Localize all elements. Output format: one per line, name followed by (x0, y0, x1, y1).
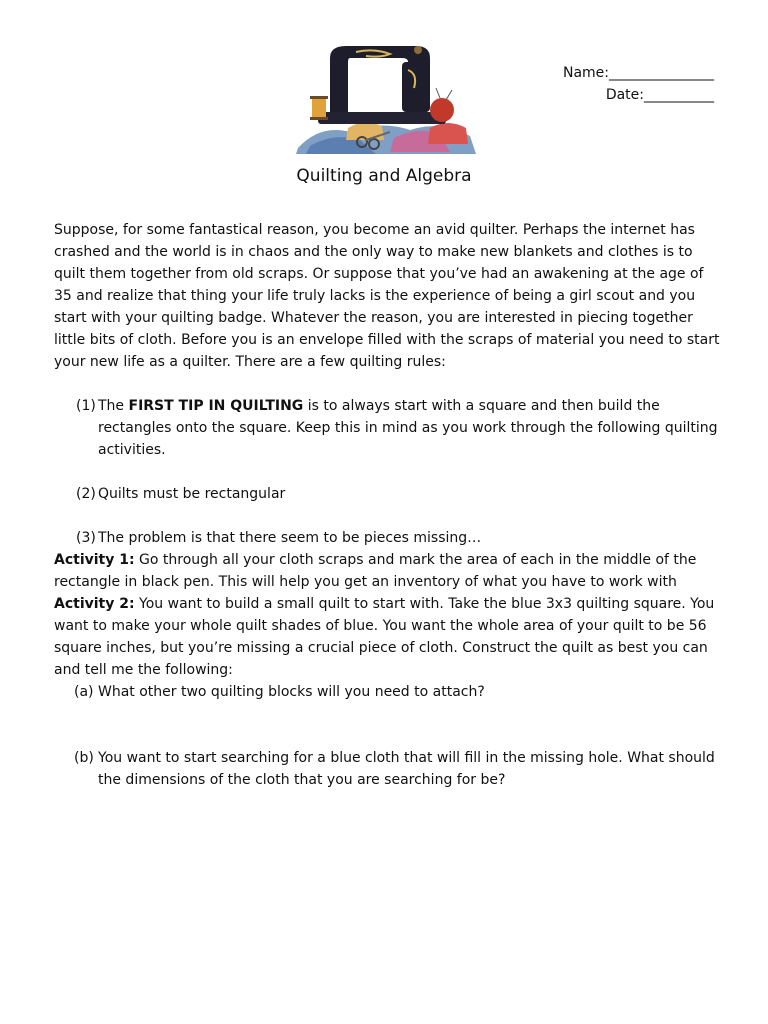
activity-2 (54, 593, 722, 681)
activity-2-label: Activity 2: (54, 596, 135, 612)
question-number: (b) (74, 750, 94, 766)
rule-number: (3) (76, 530, 96, 546)
activity-1-text: Go through all your cloth scraps and mark the area of each in the middle of the rectangle in black pen. This will help you get an inventory of what you have to work with (54, 552, 697, 590)
page-title: Quilting and Algebra (296, 166, 472, 186)
question-number: (a) (74, 684, 94, 700)
activity-1 (54, 549, 722, 593)
worksheet-content (54, 219, 722, 791)
header-fields (563, 62, 714, 106)
name-field[interactable]: Name:_______________ (562, 65, 714, 81)
intro-paragraph: Suppose, for some fantastical reason, you become an avid quilter. Perhaps the internet has crashed and the world is in chaos and the only way to make new blankets and clothes is to quilt them together from old scraps. Or suppose that you’ve had an awakening at the age of 35 and realize that thing your life truly lacks is the experience of being a girl scout and you start with your quilting badge. Whatever the reason, you are interested in piecing together little bits of cloth. Before you is an envelope filled with the scraps of material you need to start your new life as a quilter. There are a few quilting rules: (54, 222, 720, 370)
rule-text: The problem is that there seem to be pieces missing… (98, 530, 482, 546)
question-a (54, 681, 722, 703)
rule-number: (2) (76, 486, 96, 502)
activity-1-label: Activity 1: (54, 552, 135, 568)
rule-item-1 (54, 395, 722, 461)
rule-text-post: is to always start with a square and then build the rectangles onto the square. Keep this in mind as you work through the following quilting activities. (98, 398, 718, 458)
date-field[interactable]: Date:__________ (605, 87, 714, 103)
rule-item-2 (54, 483, 722, 505)
rule-number: (1) (76, 398, 96, 414)
sewing-machine-illustration (290, 28, 482, 158)
question-text: What other two quilting blocks will you need to attach? (98, 684, 485, 700)
question-b (54, 747, 722, 791)
rule-text: Quilts must be rectangular (98, 486, 286, 502)
rule-text-pre: The (98, 398, 129, 414)
question-text: You want to start searching for a blue cloth that will fill in the missing hole. What should the dimensions of the cloth that you are searching for be? (98, 750, 715, 788)
rule-item-3 (54, 527, 722, 549)
activity-2-text: You want to build a small quilt to start with. Take the blue 3x3 quilting square. You want to make your whole quilt shades of blue. You want the whole area of your quilt to be 56 square inches, but you’re missing a crucial piece of cloth. Construct the quilt as best you can and tell me the following: (54, 596, 715, 678)
rule-bold-text: FIRST TIP IN QUILTING (128, 398, 304, 414)
